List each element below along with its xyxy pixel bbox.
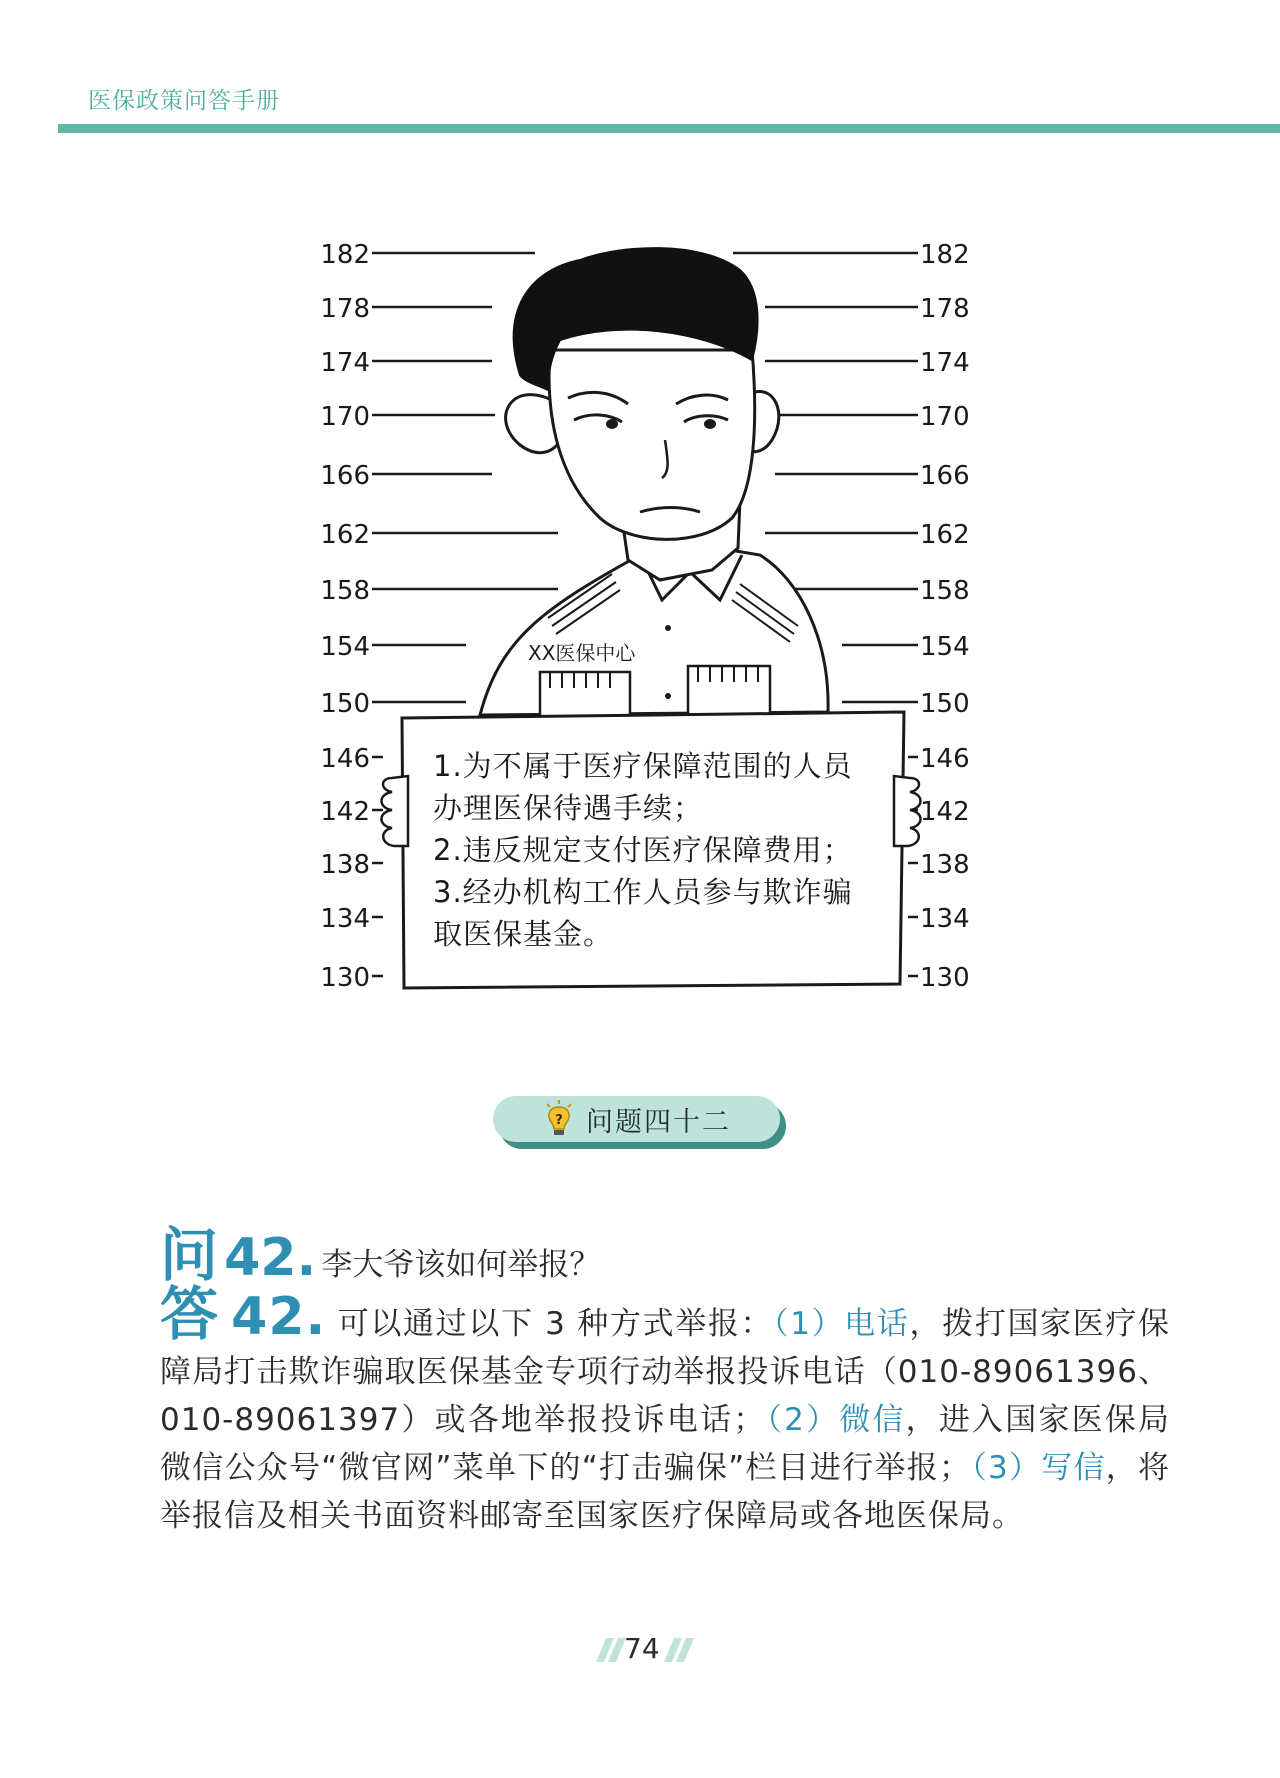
answer-text: ，将举报信及相关书面资料邮寄至国家医疗保障局或各地医保局。 <box>160 1450 1170 1534</box>
face <box>549 350 755 539</box>
ruler-left-130: 130 <box>320 963 370 993</box>
ruler-right-178: 178 <box>920 294 970 324</box>
sign-line: 取医保基金。 <box>433 917 614 951</box>
sign-line: 1.为不属于医疗保障范围的人员 <box>433 749 853 783</box>
question-head: 问 <box>160 1221 220 1289</box>
ruler-left-138: 138 <box>320 850 370 880</box>
ruler-right-146: 146 <box>920 744 970 774</box>
answer-text: ，拨打国家医疗保障局打击欺诈骗取医保基金专项行动举报投诉电话（010-89061396、010-89061397）或各地举报投诉电话； <box>160 1306 1171 1438</box>
ruler-right-174: 174 <box>920 348 970 378</box>
ruler-right-166: 166 <box>920 461 970 491</box>
ruler-left-134: 134 <box>320 904 370 934</box>
ruler-right-130: 130 <box>920 963 970 993</box>
ruler-right-150: 150 <box>920 689 970 719</box>
sign-line: 2.违反规定支付医疗保障费用； <box>433 833 853 867</box>
ruler-left-170: 170 <box>320 402 370 432</box>
left-hand <box>382 776 409 846</box>
question-block <box>160 1208 1170 1292</box>
answer-block <box>160 1280 1171 1540</box>
ruler-right-142: 142 <box>920 797 970 827</box>
ruler-left-154: 154 <box>320 632 370 662</box>
sign-line: 办理医保待遇手续； <box>433 791 704 825</box>
answer-number: 42. <box>231 1287 327 1347</box>
page-footer <box>590 1632 700 1668</box>
ruler-right-138: 138 <box>920 850 970 880</box>
question-badge <box>493 1096 786 1148</box>
ruler-left-182: 182 <box>320 240 370 270</box>
running-header: 医保政策问答手册 <box>88 88 280 114</box>
sign-line: 3.经办机构工作人员参与欺诈骗 <box>433 875 853 909</box>
answer-head: 答 <box>160 1280 220 1348</box>
question-number: 42. <box>224 1228 317 1288</box>
answer-method-phone: （1）电话 <box>773 1306 910 1342</box>
ruler-right-182: 182 <box>920 240 970 270</box>
page-number: 74 <box>624 1632 660 1665</box>
answer-method-wechat: （2）微信 <box>765 1402 906 1438</box>
answer-paragraph <box>160 1280 1171 1540</box>
right-hand <box>894 776 921 846</box>
ruler-left-162: 162 <box>320 520 370 550</box>
ruler-left-166: 166 <box>320 461 370 491</box>
ruler-right-154: 154 <box>920 632 970 662</box>
badge-label: 问题四十二 <box>586 1106 731 1138</box>
answer-text: 可以通过以下 3 种方式举报： <box>337 1306 774 1342</box>
ruler-left-158: 158 <box>320 576 370 606</box>
ruler-right-170: 170 <box>920 402 970 432</box>
sign-text <box>433 745 873 955</box>
ruler-left-142: 142 <box>320 797 370 827</box>
question-text: 李大爷该如何举报？ <box>321 1247 601 1283</box>
lightbulb-question-icon <box>542 1099 576 1139</box>
ruler-right-162: 162 <box>920 520 970 550</box>
ruler-right-134: 134 <box>920 904 970 934</box>
svg-text:?: ? <box>555 1113 563 1128</box>
ruler-right-158: 158 <box>920 576 970 606</box>
ruler-left-174: 174 <box>320 348 370 378</box>
shirt-label: XX医保中心 <box>528 641 636 665</box>
ruler-left-146: 146 <box>320 744 370 774</box>
ruler-left-178: 178 <box>320 294 370 324</box>
ruler-left-150: 150 <box>320 689 370 719</box>
answer-method-letter: （3）写信 <box>970 1450 1106 1486</box>
answer-text: ，进入国家医保局微信公众号“微官网”菜单下的“打击骗保”栏目进行举报； <box>160 1402 1171 1486</box>
